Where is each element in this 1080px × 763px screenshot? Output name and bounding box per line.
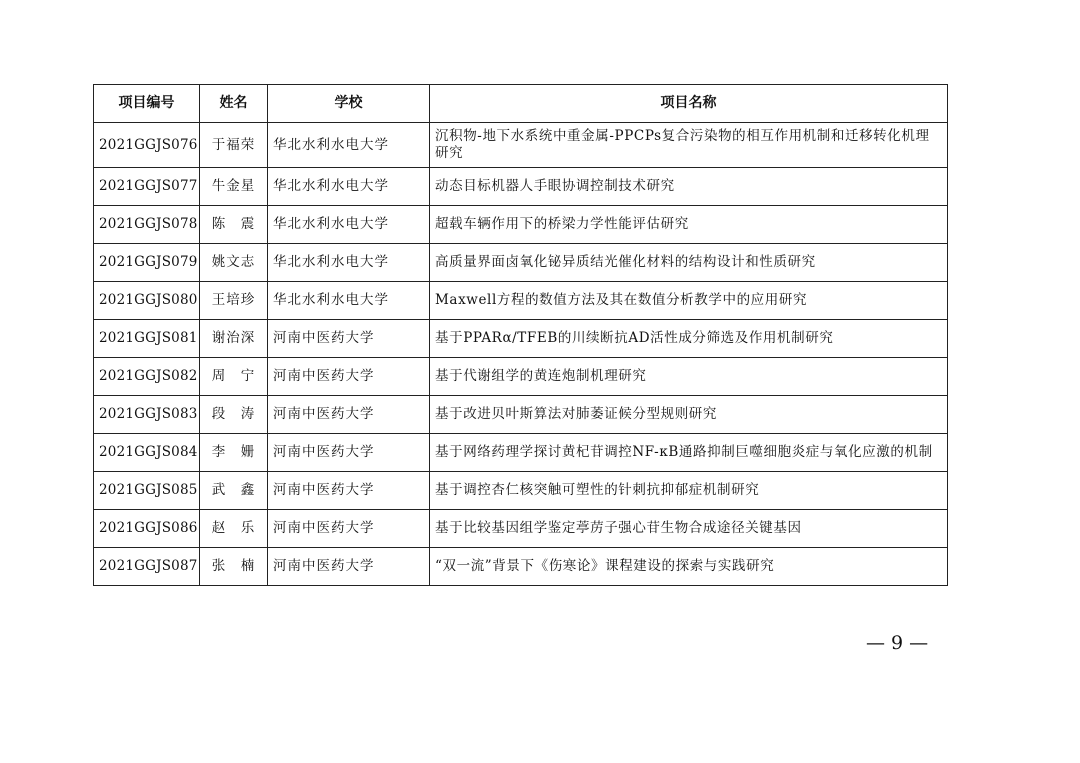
table-header-row [94,85,948,123]
table-row [94,244,948,282]
table-row [94,168,948,206]
school-cell: 河南中医药大学 [268,472,430,510]
header-name: 姓名 [200,85,268,123]
school-cell: 河南中医药大学 [268,510,430,548]
school-cell: 河南中医药大学 [268,396,430,434]
project-id-cell: 2021GGJS083 [94,396,200,434]
school-cell: 华北水利水电大学 [268,244,430,282]
project-id-cell: 2021GGJS085 [94,472,200,510]
project-id-cell: 2021GGJS081 [94,320,200,358]
school-cell: 华北水利水电大学 [268,123,430,168]
table-row [94,358,948,396]
school-cell: 华北水利水电大学 [268,282,430,320]
project-title-cell: 基于比较基因组学鉴定葶苈子强心苷生物合成途径关键基因 [430,510,948,548]
project-id-cell: 2021GGJS080 [94,282,200,320]
table-row [94,472,948,510]
name-cell: 张 楠 [200,548,268,586]
table-row [94,434,948,472]
table-row [94,548,948,586]
header-school: 学校 [268,85,430,123]
page-number: — 9 — [866,632,929,654]
project-title-cell: 基于PPARα/TFEB的川续断抗AD活性成分筛选及作用机制研究 [430,320,948,358]
table-row [94,510,948,548]
name-cell: 段 涛 [200,396,268,434]
project-title-cell: Maxwell方程的数值方法及其在数值分析教学中的应用研究 [430,282,948,320]
name-cell: 周 宁 [200,358,268,396]
project-id-cell: 2021GGJS086 [94,510,200,548]
project-id-cell: 2021GGJS078 [94,206,200,244]
project-title-cell: 基于调控杏仁核突触可塑性的针刺抗抑郁症机制研究 [430,472,948,510]
school-cell: 河南中医药大学 [268,434,430,472]
table-row [94,123,948,168]
project-title-cell: 基于改进贝叶斯算法对肺萎证候分型规则研究 [430,396,948,434]
table-row [94,282,948,320]
name-cell: 赵 乐 [200,510,268,548]
project-id-cell: 2021GGJS079 [94,244,200,282]
name-cell: 李 姗 [200,434,268,472]
name-cell: 于福荣 [200,123,268,168]
project-title-cell: 基于代谢组学的黄连炮制机理研究 [430,358,948,396]
school-cell: 河南中医药大学 [268,548,430,586]
project-id-cell: 2021GGJS087 [94,548,200,586]
project-table [93,84,948,586]
project-id-cell: 2021GGJS077 [94,168,200,206]
project-id-cell: 2021GGJS082 [94,358,200,396]
name-cell: 姚文志 [200,244,268,282]
name-cell: 谢治深 [200,320,268,358]
project-title-cell: 动态目标机器人手眼协调控制技术研究 [430,168,948,206]
header-project-id: 项目编号 [94,85,200,123]
project-title-cell: 超载车辆作用下的桥梁力学性能评估研究 [430,206,948,244]
project-id-cell: 2021GGJS076 [94,123,200,168]
project-title-cell: 基于网络药理学探讨黄杞苷调控NF-κB通路抑制巨噬细胞炎症与氧化应激的机制 [430,434,948,472]
school-cell: 华北水利水电大学 [268,206,430,244]
table-row [94,396,948,434]
school-cell: 华北水利水电大学 [268,168,430,206]
name-cell: 陈 震 [200,206,268,244]
name-cell: 武 鑫 [200,472,268,510]
name-cell: 王培珍 [200,282,268,320]
project-title-cell: “双一流”背景下《伤寒论》课程建设的探索与实践研究 [430,548,948,586]
table-row [94,320,948,358]
project-id-cell: 2021GGJS084 [94,434,200,472]
school-cell: 河南中医药大学 [268,320,430,358]
table-row [94,206,948,244]
school-cell: 河南中医药大学 [268,358,430,396]
header-project-title: 项目名称 [430,85,948,123]
project-title-cell: 高质量界面卤氧化铋异质结光催化材料的结构设计和性质研究 [430,244,948,282]
name-cell: 牛金星 [200,168,268,206]
project-title-cell: 沉积物-地下水系统中重金属-PPCPs复合污染物的相互作用机制和迁移转化机理研究 [430,123,948,168]
